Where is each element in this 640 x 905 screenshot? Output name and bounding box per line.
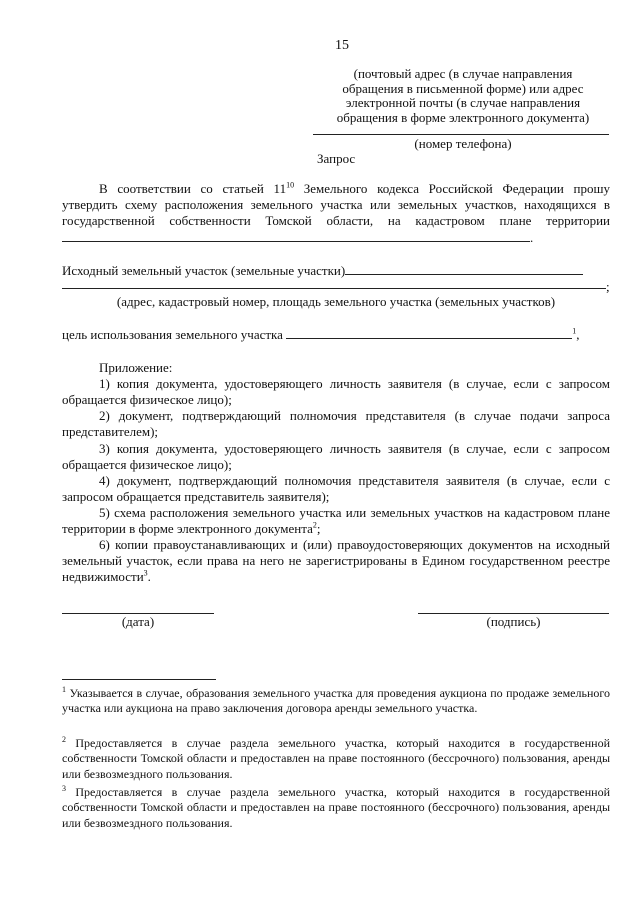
intro-text-2: Земельного кодекса Российской Федерации прошу утвердить схему расположения земельного участка или земельных участков, находящихся в государственной собственности Томской области, на кадастровом плане территории [62,181,610,229]
footnote-1-mark: 1 [62,685,66,694]
footnote-separator [62,679,216,680]
attachment-item-1: 1) копия документа, удостоверяющего личность заявителя (в случае, если с запросом обращается физическое лицо); [62,376,610,408]
attachment-item-6-end: . [147,569,151,585]
intro-end: . [530,229,534,245]
footnote-2-mark: 2 [62,735,66,744]
attachment-item-6-sup: 3 [143,569,148,579]
footnote-1-text: Указывается в случае, образования земельного участка для проведения аукциона по продаже земельного участка или аукциона на право заключения договора аренды земельного участка. [62,686,610,716]
territory-field-line [62,230,530,242]
footnote-2-text: Предоставляется в случае раздела земельного участка, который находится в государственной собственности Томской области и предоставлен на праве постоянного (бессрочного) пользования, аренды или безвозмездного пользования. [62,736,610,781]
attachment-item-5 [62,505,610,537]
attachment-item-4: 4) документ, подтверждающий полномочия представителя заявителя (в случае, если с запросом обращается представитель заявителя); [62,473,610,505]
purpose-field-line [286,327,572,339]
attachment-item-2: 2) документ, подтверждающий полномочия представителя (в случае подачи запроса представителем); [62,408,610,440]
purpose-line [62,327,610,343]
document-title: Запрос [317,151,356,166]
date-caption: (дата) [121,614,155,629]
attachment-item-5-sup: 2 [312,520,317,530]
source-plot-second-line [62,288,606,289]
source-plot-line [62,263,610,279]
footnote-3-text: Предоставляется в случае раздела земельного участка, который находится в государственной собственности Томской области и предоставлен на праве постоянного (бессрочного) пользования, аренды или безвозмездного пользования. [62,785,610,830]
address-caption-line: обращения в письменной форме) или адрес [342,80,584,96]
footnote-2 [62,736,610,782]
phone-caption: (номер телефона) [414,136,512,151]
phone-underline [313,134,609,135]
source-plot-field-line [345,263,583,275]
source-plot-label: Исходный земельный участок (земельные участки) [62,263,346,278]
address-caption-line: (почтовый адрес (в случае направления [353,66,573,81]
source-plot-end: ; [606,279,610,294]
intro-paragraph [62,181,610,246]
purpose-label: цель использования земельного участка [62,327,287,342]
page-number: 15 [335,38,349,53]
attachment-item-5-text: 5) схема расположения земельного участка или земельных участков на кадастровом плане территории в форме электронного документа [62,505,610,537]
address-caption-line: обращения в форме электронного документа) [336,109,590,125]
attachment-item-6 [62,537,610,586]
signature-caption: (подпись) [486,614,541,629]
attachment-item-5-end: ; [316,521,321,537]
address-caption-line: электронной почты (в случае направления [345,95,581,110]
attachments-heading: Приложение: [99,360,173,375]
attachment-item-6-text: 6) копии правоустанавливающих и (или) правоудостоверяющих документов на исходный земельный участок, если права на него не зарегистрированы в Едином государственном реестре недвижимости [62,537,610,585]
attachment-item-3: 3) копия документа, удостоверяющего личность заявителя (в случае, если с запросом обращается физическое лицо); [62,441,610,473]
intro-text-1: В соответствии со статьей 11 [99,181,287,196]
purpose-superscript: 1 [572,326,577,336]
purpose-end: , [576,327,580,342]
footnote-3 [62,785,610,831]
intro-superscript: 10 [286,180,295,190]
footnote-3-mark: 3 [62,784,66,793]
address-caption [318,67,608,125]
footnote-1 [62,686,610,717]
source-plot-caption: (адрес, кадастровый номер, площадь земельного участка (земельных участков) [116,294,556,309]
